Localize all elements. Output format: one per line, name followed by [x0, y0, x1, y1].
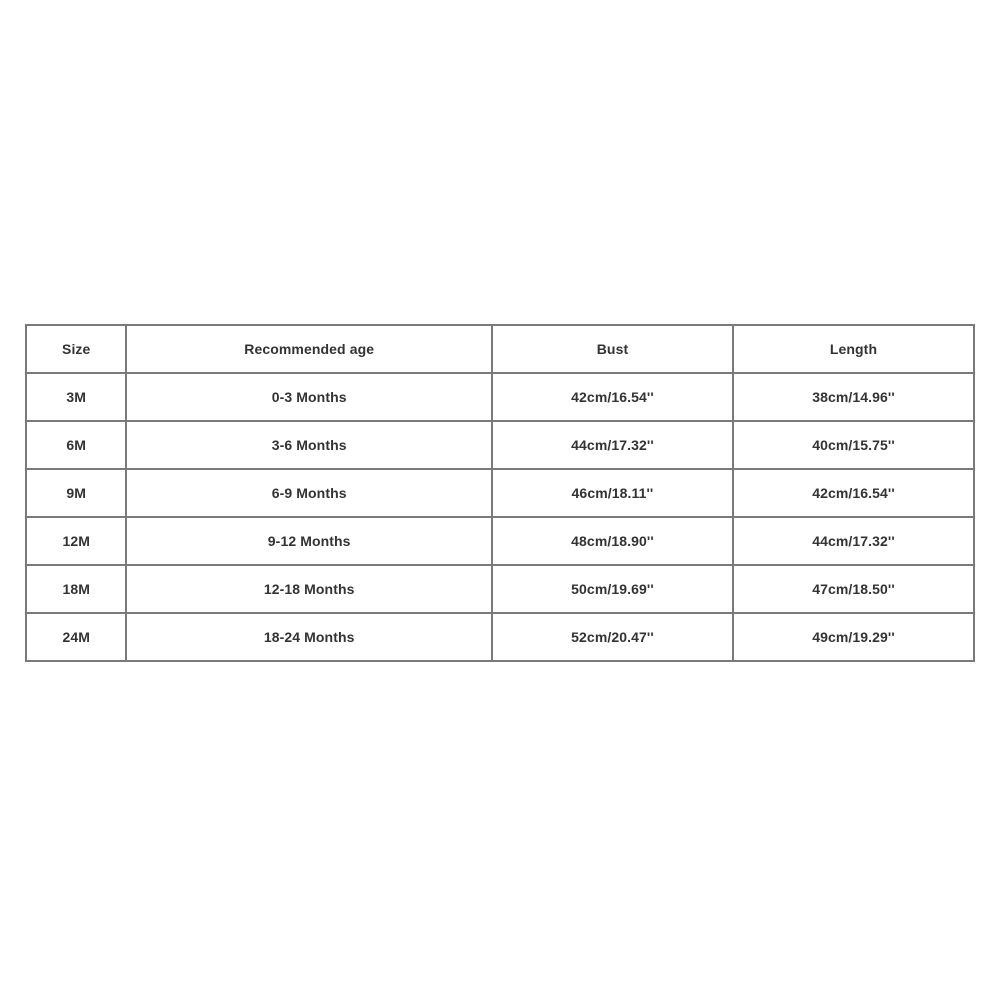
- cell-bust: 52cm/20.47'': [492, 613, 733, 661]
- cell-bust: 48cm/18.90'': [492, 517, 733, 565]
- cell-recommended-age: 0-3 Months: [126, 373, 492, 421]
- table-row: [26, 373, 974, 421]
- cell-recommended-age: 12-18 Months: [126, 565, 492, 613]
- header-bust: Bust: [492, 325, 733, 373]
- cell-recommended-age: 18-24 Months: [126, 613, 492, 661]
- header-length: Length: [733, 325, 974, 373]
- table-row: [26, 517, 974, 565]
- cell-bust: 50cm/19.69'': [492, 565, 733, 613]
- cell-size: 24M: [26, 613, 126, 661]
- cell-length: 47cm/18.50'': [733, 565, 974, 613]
- cell-size: 12M: [26, 517, 126, 565]
- table-row: [26, 613, 974, 661]
- size-chart-table: [25, 324, 975, 662]
- cell-bust: 44cm/17.32'': [492, 421, 733, 469]
- cell-length: 40cm/15.75'': [733, 421, 974, 469]
- cell-recommended-age: 9-12 Months: [126, 517, 492, 565]
- cell-bust: 46cm/18.11'': [492, 469, 733, 517]
- table-row: [26, 421, 974, 469]
- cell-size: 9M: [26, 469, 126, 517]
- cell-length: 49cm/19.29'': [733, 613, 974, 661]
- cell-size: 6M: [26, 421, 126, 469]
- cell-recommended-age: 3-6 Months: [126, 421, 492, 469]
- cell-size: 18M: [26, 565, 126, 613]
- cell-length: 44cm/17.32'': [733, 517, 974, 565]
- cell-length: 38cm/14.96'': [733, 373, 974, 421]
- table-row: [26, 469, 974, 517]
- table-row: [26, 565, 974, 613]
- cell-recommended-age: 6-9 Months: [126, 469, 492, 517]
- table-header-row: [26, 325, 974, 373]
- cell-size: 3M: [26, 373, 126, 421]
- header-recommended-age: Recommended age: [126, 325, 492, 373]
- header-size: Size: [26, 325, 126, 373]
- cell-bust: 42cm/16.54'': [492, 373, 733, 421]
- cell-length: 42cm/16.54'': [733, 469, 974, 517]
